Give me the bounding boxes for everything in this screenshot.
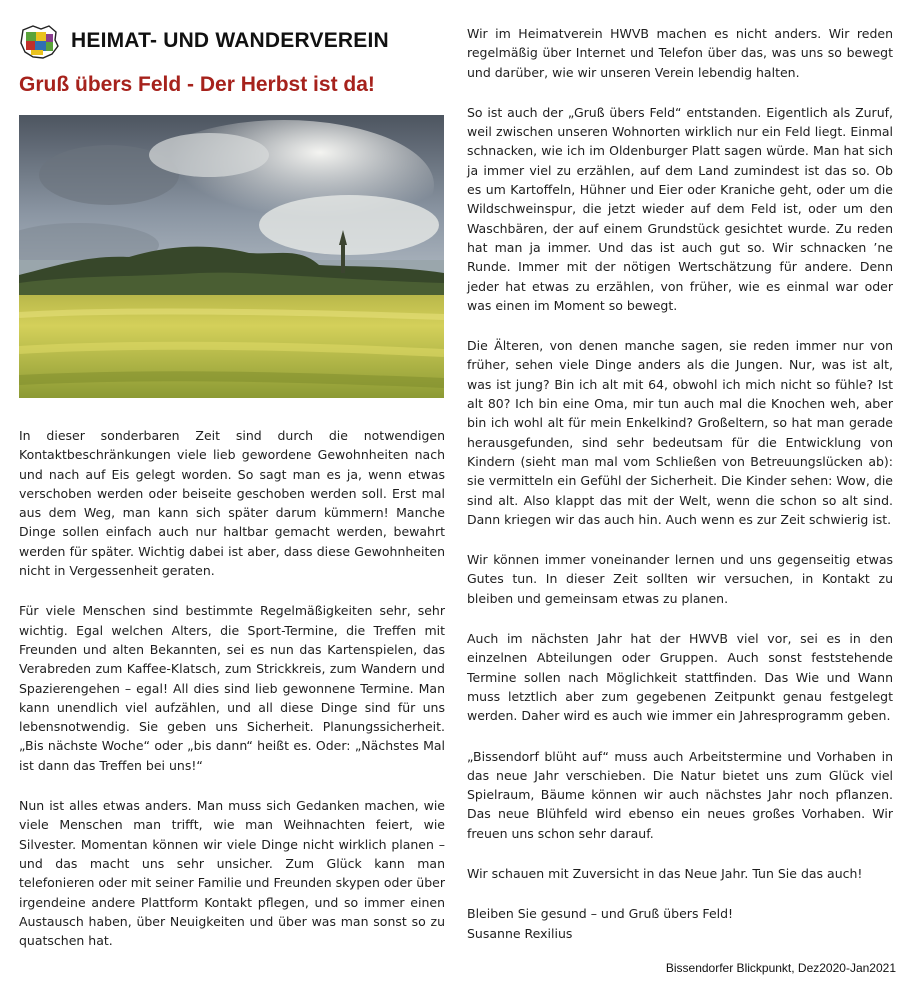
organization-name: HEIMAT- UND WANDERVEREIN [71,29,389,52]
closing-greeting: Bleiben Sie gesund – und Gruß übers Feld! [467,906,734,922]
field-photo [19,115,444,398]
paragraph: Wir im Heimatverein HWVB machen es nicht anders. Wir reden regelmäßig über Internet und Telefon über das, was uns so bewegt und darüber, wie wir unseren Verein lebendig halten. [467,26,893,80]
paragraph: So ist auch der „Gruß übers Feld“ entstanden. Eigentlich als Zuruf, weil zwischen unseren Wohnorten wirklich nur ein Feld liegt. Einmal schnacken, wie ich im Oldenburger Platt sagen würde. Man hat sich ja immer viel zu erzählen, auf dem Land zumindest ist das so. Ob es um Kartoffeln, Hühner und Eier oder Kraniche geht, oder um die Wildschweinspur, die jetzt wieder auf dem Feld ist, oder um den Waschbären, der auf einem Grundstück gesichtet wurde. Zu reden hat man ja immer. Und das ist auch gut so. Wir schnacken ’ne Runde. Immer mit der nötigen Wertschätzung für andere. Denn jeder hat etwas zu erzählen, von früher, wie es einmal war oder was einen im Moment so bewegt. [467,104,893,313]
right-column-text [467,24,893,943]
author-name: Susanne Rexilius [467,925,573,941]
field-landscape-image [19,115,444,398]
paragraph: Die Älteren, von denen manche sagen, sie reden immer nur von früher, sehen viele Dinge anders als die Jungen. Nur, was ist alt, was ist jung? Bin ich alt mit 64, obwohl ich mich nicht so fühle? Ist alt 80? Ich bin eine Oma, mir tun auch mal die Knochen weh, aber bin ich wohl alt für mein Enkelkind? Großeltern, so hat man gerade herausgefunden, sind sehr bedeutsam für die Entwicklung von Kindern (sieht man mal vom Schließen von Betreuungslücken ab): sie vermitteln ein Gefühl der Sicherheit. Die Kinder sehen: Wow, die sind alt. Also klappt das mit der Welt, wenn die schon so alt sind. Dann kriegen wir das auch hin. Auch wenn es zur Zeit schwierig ist. [467,338,893,527]
paragraph: Wir schauen mit Zuversicht in das Neue Jahr. Tun Sie das auch! [467,865,863,881]
paragraph: „Bissendorf blüht auf“ muss auch Arbeitstermine und Vorhaben in das neue Jahr verschieben. Die Natur bietet uns zum Glück viel Spielraum, Bäume können wir auch nächstes Jahr noch pflanzen. Das neue Blühfeld wird ebenso ein neues großes Vorhaben. Wir freuen uns schon sehr darauf. [467,748,893,841]
paragraph: Wir können immer voneinander lernen und uns gegenseitig etwas Gutes tun. In dieser Zeit sollten wir versuchen, in Kontakt zu bleiben und gemeinsam etwas zu planen. [467,552,893,606]
article-headline: Gruß übers Feld - Der Herbst ist da! [19,73,375,96]
left-column-text [19,426,445,971]
source-citation: Bissendorfer Blickpunkt, Dez2020-Jan2021 [665,961,896,975]
paragraph: Auch im nächsten Jahr hat der HWVB viel vor, sei es in den einzelnen Abteilungen oder Gruppen. Auch sonst feststehende Termine sollen nach Möglichkeit stattfinden. Das Wie und Wann muss letztlich aber zum gegebenen Zeitpunkt genau festgelegt werden. Daher wird es auch wie immer ein Jahresprogramm geben. [467,631,893,724]
article-header [19,24,449,60]
paragraph: In dieser sonderbaren Zeit sind durch die notwendigen Kontaktbeschränkungen viele lieb gewordene Gewohnheiten nach und nach auf Eis gelegt worden. So sagt man es ja, wenn etwas verschoben werden oder beiseite geschoben werden soll. Erst mal aus dem Weg, man kann sich später darum kümmern! Manche Dinge sollen einfach auch nur haltbar gemacht werden, bewahrt werden für später. Wichtig dabei ist aber, dass diese Gewohnheiten nicht in Vergessenheit geraten. [19,428,445,579]
signoff [467,904,893,943]
heimatverein-logo [19,24,59,60]
paragraph: Nun ist alles etwas anders. Man muss sich Gedanken machen, wie viele Menschen man trifft, wie man Weihnachten feiert, wie Silvester. Momentan können wir viele Dinge nicht wirklich planen – und das macht uns sehr unsicher. Zum Glück kann man telefonieren oder mit seiner Familie und Freunden skypen oder über irgendeine andere Plattform Kontakt pflegen, und so immer einen Austausch haben, über Neuigkeiten und über was man sonst so zu quatschen hat. [19,798,445,949]
paragraph: Für viele Menschen sind bestimmte Regelmäßigkeiten sehr, sehr wichtig. Egal welchen Alters, die Sport-Termine, die Treffen mit Freunden und alten Bekannten, sei es nun das Kartenspielen, das Verabreden zum Kaffee-Klatsch, zum Strickkreis, zum Wandern und Spazierengehen – egal! All dies sind lieb gewonnene Termine. Man kann unendlich viel aufzählen, und all diese Dinge sind für uns lebensnotwendig. Sie geben uns Sicherheit. Planungssicherheit. „Bis nächste Woche“ oder „bis dann“ heißt es. Oder: „Nächstes Mal ist dann das Treffen bei uns!“ [19,603,445,773]
